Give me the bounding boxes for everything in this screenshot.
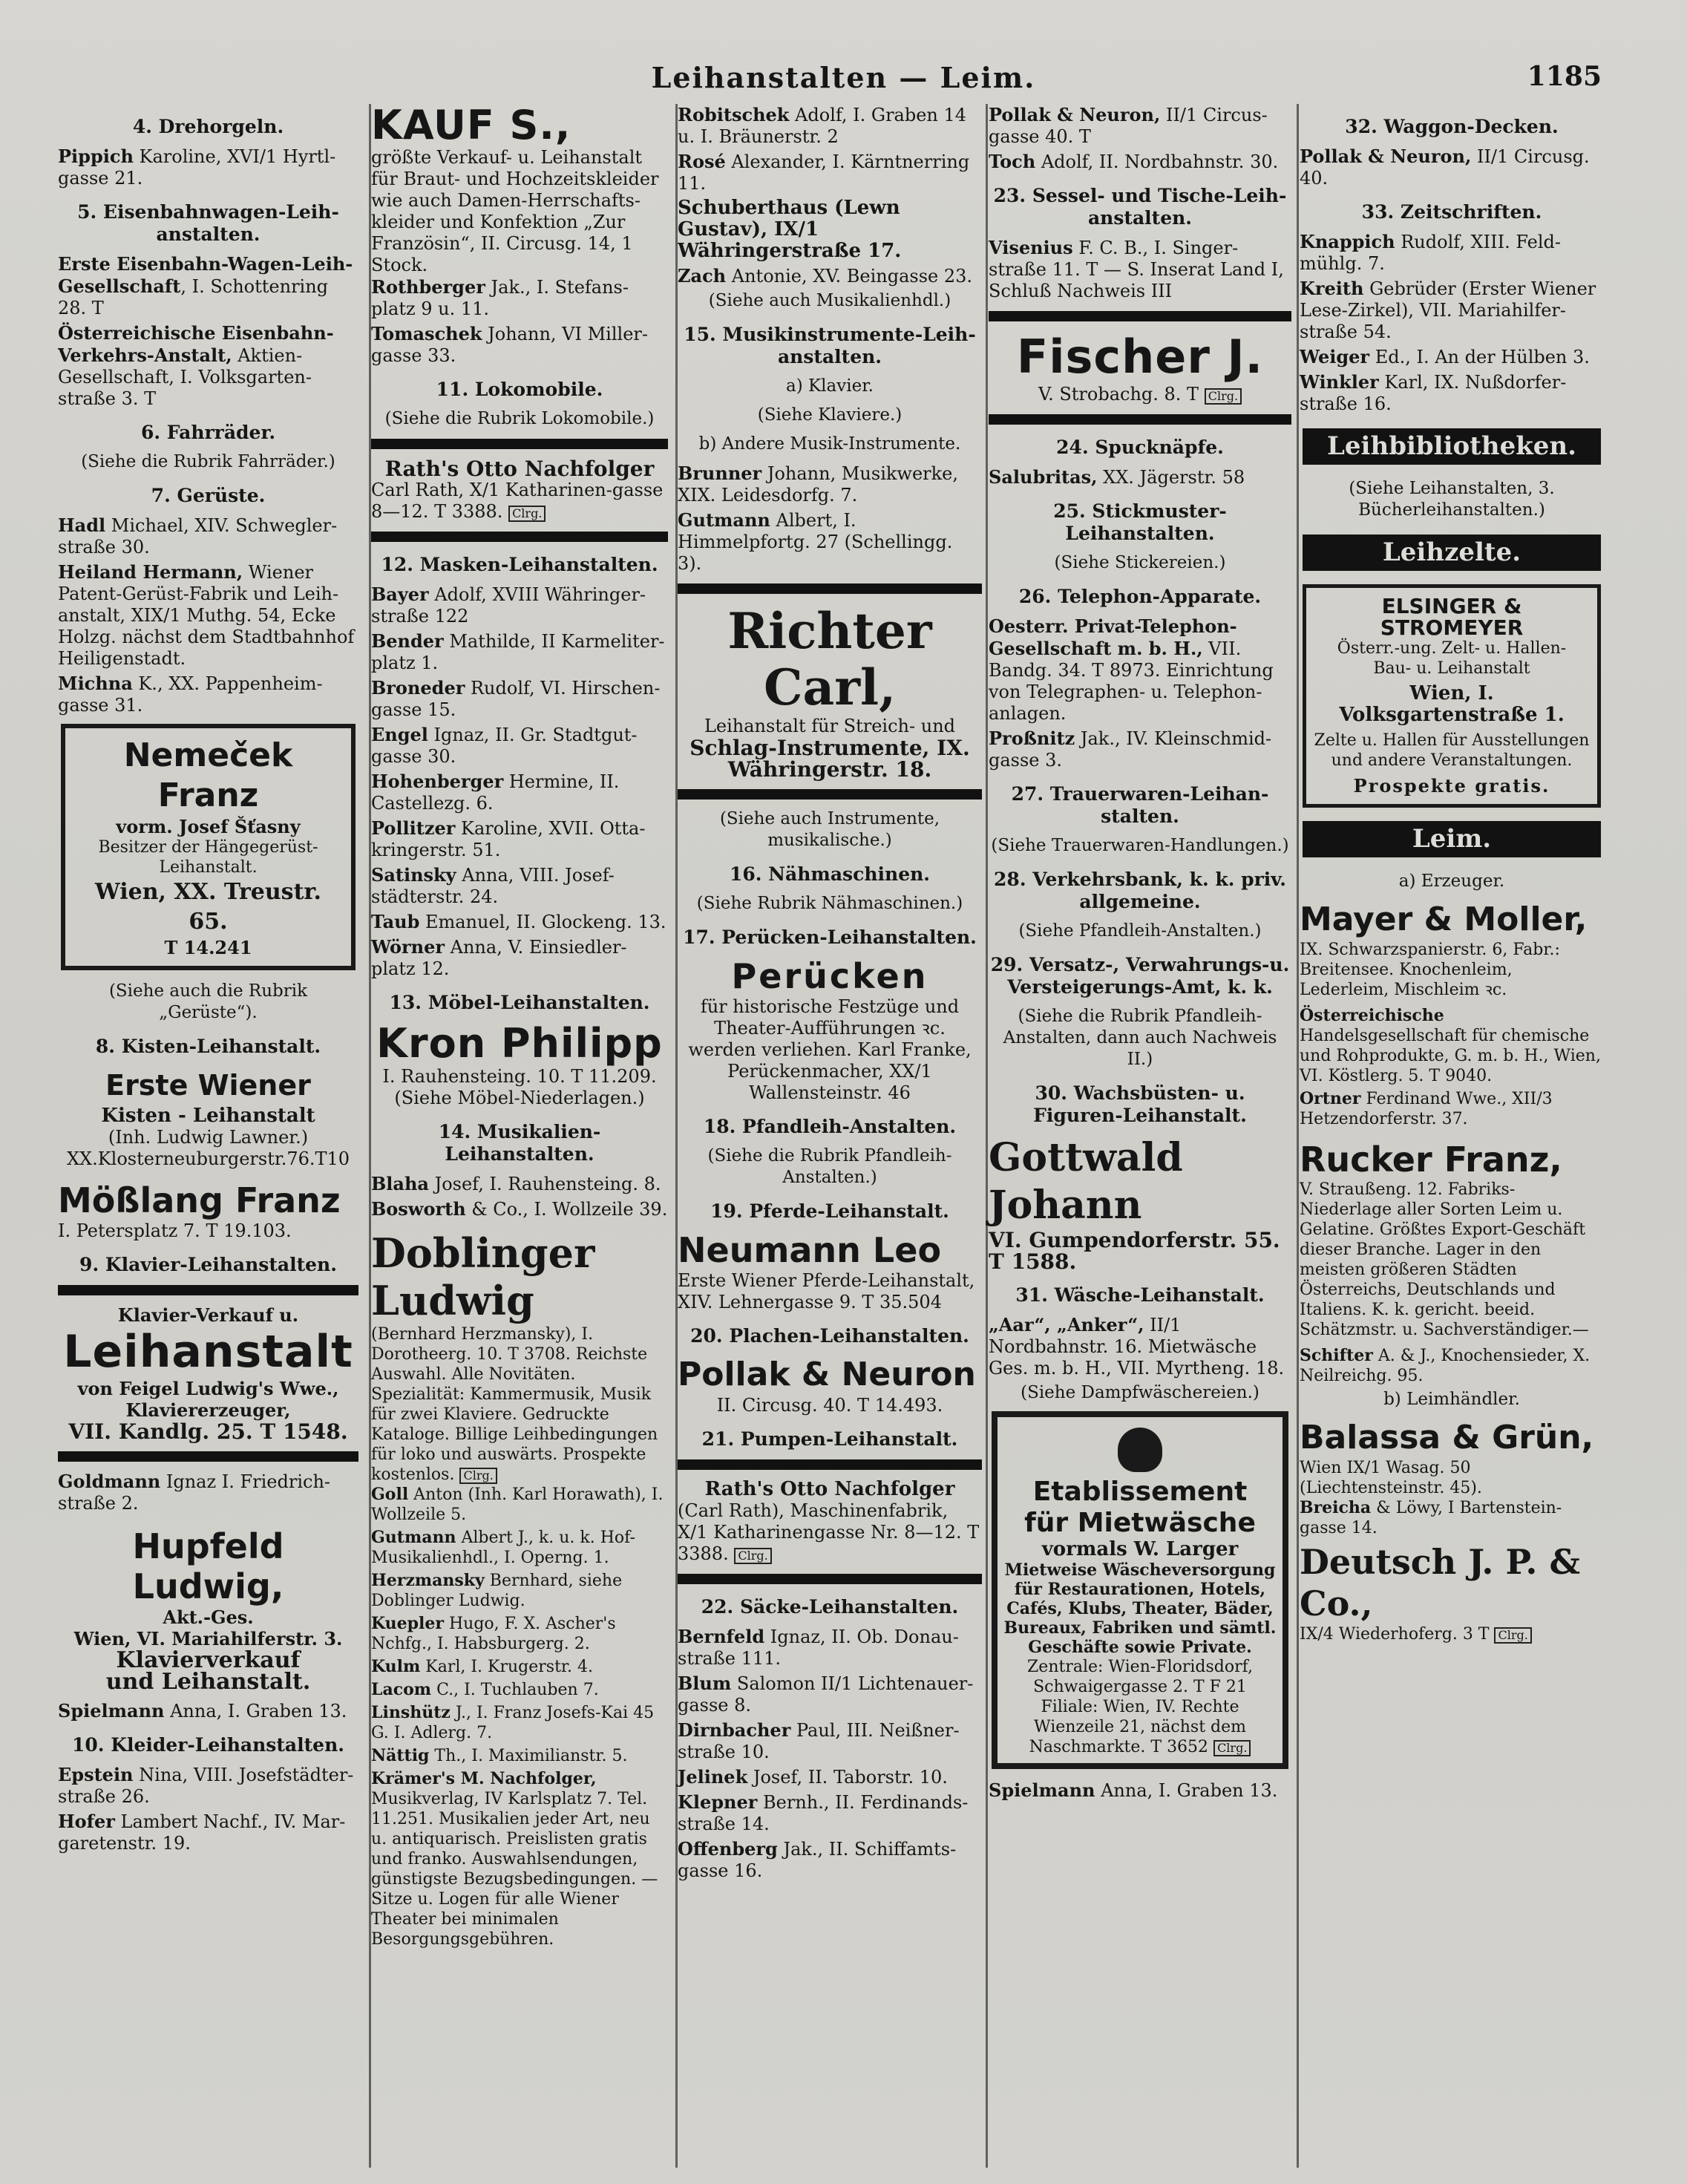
cross-reference: (Siehe Klaviere.) (757, 405, 903, 425)
advertisement-moesslang: Mößlang Franz I. Petersplatz 7. T 19.103. (58, 1180, 341, 1241)
list-item: Nättig Th., I. Maximilianstr. 5. (371, 1746, 628, 1765)
advertisement-larger: Etablissement für Mietwäsche vormals W. Larger Mietweise Wäscheversorgung für Restaurationen, Hotels, Cafés, Klubs, Theater, Bäder, Bureaux, Fabriken und sämtl. Geschäfte sowie Private. Zentrale: Wien-Floridsdorf, Schwaigergasse 2. T F 21 Filiale: Wien, IV. Rechte Wienzeile 21, nächst dem Naschmarkte. T 3652 Clrg. (992, 1411, 1288, 1769)
section-heading: 11. Lokomobile. (436, 379, 603, 400)
advertisement-hupfeld: Hupfeld Ludwig, Akt.-Ges. Wien, VI. Mariahilferstr. 3. Klavierverkauf und Leihanstalt. (73, 1526, 343, 1695)
subsection-heading: a) Erzeuger. (1398, 872, 1505, 891)
section-heading: 29. Versatz-, Verwahrungs-u. Versteigerungs-Amt, k. k. (990, 954, 1290, 998)
advertisement-fischer: Fischer J. V. Strobachg. 8. T Clrg. (1016, 330, 1264, 405)
section-heading: 16. Nähmaschinen. (729, 863, 930, 885)
advertisement-rath-2: Rath's Otto Nachfolger (Carl Rath), Maschinenfabrik, X/1 Katharinengasse Nr. 8—12. T 3388. Clrg. (678, 1478, 980, 1564)
list-item: Offenberg Jak., II. Schiffamts-gasse 16. (678, 1838, 957, 1881)
list-item: Schuberthaus (Lewn Gustav), IX/1 Währingerstraße 17. (678, 197, 902, 262)
page-number: 1185 (1527, 61, 1602, 92)
section-heading: 19. Pferde-Leihanstalt. (710, 1200, 949, 1222)
cross-reference: (Siehe die Rubrik Pfandleih-Anstalten, dann auch Nachweis II.) (1003, 1007, 1277, 1069)
list-item: Spielmann Anna, I. Graben 13. (989, 1779, 1278, 1801)
section-heading: 28. Verkehrsbank, k. k. priv. allgemeine. (994, 869, 1286, 912)
advertisement-peruecken: Perücken für historische Festzüge und Theater-Aufführungen ꝛc. werden verliehen. Karl Franke, Perückenmacher, XX/1 Wallensteinstr. 46 (688, 956, 972, 1103)
list-item: Tomaschek Johann, VI Miller-gasse 33. (371, 323, 648, 366)
section-heading: 25. Stickmuster-Leihanstalten. (1053, 500, 1227, 544)
list-item: Toch Adolf, II. Nordbahnstr. 30. (989, 151, 1279, 172)
list-item: Broneder Rudolf, VI. Hirschen-gasse 15. (371, 677, 661, 720)
list-item: Ortner Ferdinand Wwe., XII/3 Hetzendorferstr. 37. (1300, 1089, 1553, 1128)
section-heading: 22. Säcke-Leihanstalten. (701, 1596, 959, 1618)
clearing-badge: Clrg. (1205, 388, 1242, 405)
list-item: Hadl Michael, XIV. Schwegler-straße 30. (58, 514, 338, 558)
advertisement-richter: Richter Carl, Leihanstalt für Streich- und Schlag-Instrumente, IX. Währingerstr. 18. (689, 602, 970, 782)
clearing-badge: Clrg. (1213, 1740, 1251, 1756)
page-header (0, 61, 1687, 105)
list-item: Weiger Ed., I. An der Hülben 3. (1300, 346, 1590, 367)
list-item: Hohenberger Hermine, II. Castellezg. 6. (371, 771, 620, 814)
list-item: Pippich Karoline, XVI/1 Hyrtl-gasse 21. (58, 146, 336, 189)
section-heading: 33. Zeitschriften. (1361, 201, 1542, 223)
list-item: Jelinek Josef, II. Taborstr. 10. (678, 1766, 948, 1788)
cross-reference: (Siehe Leihanstalten, 3. Bücherleihanstalten.) (1349, 479, 1555, 520)
subsection-heading: a) Klavier. (786, 376, 874, 396)
section-heading: 8. Kisten-Leihanstalt. (95, 1036, 321, 1057)
rule (989, 414, 1291, 425)
list-item: Wörner Anna, V. Einsiedler-platz 12. (371, 936, 627, 979)
column-1 (58, 104, 358, 1857)
clearing-badge: Clrg. (1494, 1627, 1531, 1644)
list-item: Pollitzer Karoline, XVII. Otta-kringerstr. 51. (371, 817, 646, 860)
column-divider (986, 104, 988, 2168)
section-heading: 12. Masken-Leihanstalten. (381, 554, 658, 575)
category-banner: Leihzelte. (1303, 534, 1601, 571)
list-item: Robitschek Adolf, I. Graben 14 u. I. Bräunerstr. 2 (678, 104, 967, 147)
section-heading: 7. Gerüste. (151, 485, 266, 506)
cross-reference: (Siehe auch die Rubrik „Gerüste“). (108, 981, 308, 1022)
cross-reference: (Siehe Dampfwäschereien.) (1021, 1383, 1259, 1402)
list-item: „Aar“, „Anker“, II/1 Nordbahnstr. 16. Mietwäsche Ges. m. b. H., VII. Myrtheng. 18. (989, 1314, 1285, 1379)
category-banner: Leim. (1303, 821, 1601, 857)
clearing-badge: Clrg. (459, 1468, 497, 1484)
list-item: Epstein Nina, VIII. Josefstädter-straße 26. (58, 1764, 354, 1807)
clearing-badge: Clrg. (508, 506, 546, 522)
section-heading: 32. Waggon-Decken. (1345, 116, 1559, 137)
list-item: Bosworth & Co., I. Wollzeile 39. (371, 1198, 668, 1220)
cross-reference: (Siehe auch Instrumente, musikalische.) (719, 809, 940, 850)
section-heading: 13. Möbel-Leihanstalten. (389, 992, 650, 1013)
cross-reference: (Siehe die Rubrik Fahrräder.) (81, 452, 335, 471)
list-item: Blum Salomon II/1 Lichtenauer-gasse 8. (678, 1673, 974, 1716)
list-item: Knappich Rudolf, XIII. Feld-mühlg. 7. (1300, 231, 1562, 274)
list-item: Herzmansky Bernhard, siehe Doblinger Ludwig. (371, 1571, 623, 1610)
advertisement-kron: Kron Philipp I. Rauhensteing. 10. T 11.209. (Siehe Möbel-Niederlagen.) (376, 1020, 663, 1108)
rule (58, 1285, 358, 1295)
list-item: Schifter A. & J., Knochensieder, X. Neilreichg. 95. (1300, 1346, 1591, 1385)
list-item: Taub Emanuel, II. Glockeng. 13. (371, 911, 666, 932)
cross-reference: (Siehe Rubrik Nähmaschinen.) (696, 894, 963, 913)
list-item: Gutmann Albert J., k. u. k. Hof-Musikalienhdl., I. Operng. 1. (371, 1528, 635, 1567)
section-heading: 20. Plachen-Leihanstalten. (690, 1325, 969, 1347)
list-item: Oesterr. Privat-Telephon-Gesellschaft m. b. H., VII. Bandg. 34. T 8973. Einrichtung von Telegraphen- u. Telephon-anlagen. (989, 615, 1274, 724)
list-item: Goldmann Ignaz I. Friedrich-straße 2. (58, 1471, 331, 1514)
section-heading: 18. Pfandleih-Anstalten. (703, 1116, 957, 1137)
list-item: Visenius F. C. B., I. Singer-straße 11. T — S. Inserat Land I, Schluß Nachweis III (989, 237, 1284, 301)
list-item: Kreith Gebrüder (Erster Wiener Lese-Zirkel), VII. Mariahilfer-straße 54. (1300, 278, 1596, 342)
rule (989, 311, 1291, 321)
section-heading: 23. Sessel- und Tische-Leih-anstalten. (993, 185, 1287, 229)
column-2 (371, 104, 668, 1952)
list-item: Erste Eisenbahn-Wagen-Leih-Gesellschaft, I. Schottenring 28. T (58, 253, 353, 318)
clearing-badge: Clrg. (734, 1548, 771, 1564)
list-item: Engel Ignaz, II. Gr. Stadtgut-gasse 30. (371, 724, 638, 767)
column-divider (1297, 104, 1299, 2168)
section-heading: 9. Klavier-Leihanstalten. (79, 1254, 337, 1275)
rule (371, 439, 668, 449)
list-item: Spielmann Anna, I. Graben 13. (58, 1700, 347, 1722)
section-heading: 5. Eisenbahnwagen-Leih-anstalten. (77, 201, 339, 245)
section-heading: 14. Musikalien-Leihanstalten. (438, 1121, 601, 1165)
section-heading: 6. Fahrräder. (140, 422, 276, 443)
cross-reference: (Siehe auch Musikalienhdl.) (708, 291, 951, 310)
advertisement-rath: Rath's Otto Nachfolger Carl Rath, X/1 Katharinen-gasse 8—12. T 3388. Clrg. (371, 457, 664, 522)
list-item: Pollak & Neuron, II/1 Circusg. 40. (1300, 146, 1590, 189)
section-heading: 21. Pumpen-Leihanstalt. (701, 1428, 958, 1450)
cross-reference: (Siehe Trauerwaren-Handlungen.) (991, 836, 1289, 855)
list-item: Rothberger Jak., I. Stefans-platz 9 u. 11. (371, 276, 629, 319)
list-item: Bender Mathilde, II Karmeliter-platz 1. (371, 630, 665, 673)
list-item: Winkler Karl, IX. Nußdorfer-straße 16. (1300, 371, 1567, 414)
cross-reference: (Siehe Pfandleih-Anstalten.) (1018, 921, 1262, 941)
advertisement-pollak: Pollak & Neuron II. Circusg. 40. T 14.493. (678, 1356, 976, 1416)
section-heading: 15. Musikinstrumente-Leih-anstalten. (684, 324, 976, 367)
rule (678, 583, 982, 594)
advertisement-rucker: Rucker Franz, V. Straußeng. 12. Fabriks-Niederlage aller Sorten Leim u. Gelatine. Größtes Export-Geschäft dieser Branche. Lager in den meisten größeren Städten Österreichs, Deutschlands und Italiens. K. k. gericht. beeid. Schätzmstr. u. Sachverständiger.— (1300, 1140, 1589, 1339)
section-heading: 26. Telephon-Apparate. (1018, 586, 1262, 607)
advertisement-doblinger: Doblinger Ludwig (Bernhard Herzmansky), I. Dorotheerg. 10. T 3708. Reichste Auswahl. Alle Novitäten. Spezialität: Kammermusik, Musik für zwei Klaviere. Gedruckte Kataloge. Billige Leihbedingungen für loko und auswärts. Prospekte kostenlos. Clrg. (371, 1229, 658, 1484)
list-item: Salubritas, XX. Jägerstr. 58 (989, 466, 1245, 488)
advertisement-deutsch: Deutsch J. P. & Co., IX/4 Wiederhoferg. 3 T Clrg. (1300, 1542, 1580, 1644)
column-5 (1300, 104, 1604, 1644)
advertisement-elsinger: ELSINGER & STROMEYER Österr.-ung. Zelt- u. Hallen- Bau- u. Leihanstalt Wien, I. Volksgartenstraße 1. Zelte u. Hallen für Ausstellungen und andere Veranstaltungen. Prospekte gratis. (1303, 584, 1601, 808)
advertisement-balassa: Balassa & Grün, Wien IX/1 Wasag. 50 (Liechtensteinstr. 45). (1300, 1419, 1594, 1497)
section-heading: 10. Kleider-Leihanstalten. (72, 1734, 344, 1756)
advertisement-neumann: Neumann Leo Erste Wiener Pferde-Leihanstalt, XIV. Lehnergasse 9. T 35.504 (678, 1230, 975, 1312)
column-4 (989, 104, 1291, 1805)
rule (58, 1451, 358, 1462)
list-item: Klepner Bernh., II. Ferdinands-straße 14. (678, 1791, 969, 1834)
list-item: Österreichische Handelsgesellschaft für chemische und Rohprodukte, G. m. b. H., Wien, VI. Köstlerg. 5. T 9040. (1300, 1006, 1601, 1085)
section-heading: 27. Trauerwaren-Leihan-stalten. (1011, 783, 1269, 827)
list-item: Proßnitz Jak., IV. Kleinschmid-gasse 3. (989, 728, 1272, 771)
rule (371, 532, 668, 542)
list-item: Krämer's M. Nachfolger, Musikverlag, IV Karlsplatz 7. Tel. 11.251. Musikalien jeder Art, neu u. antiquarisch. Preislisten gratis und franko. Auswahlsendungen, günstigste Bezugsbedingungen. — Sitze u. Logen für alle Wiener Theater bei minimalen Besorgungsgebühren. (371, 1769, 658, 1949)
list-item: Zach Antonie, XV. Beingasse 23. (678, 265, 973, 287)
column-3 (678, 104, 982, 1885)
eagle-crest-icon (1118, 1428, 1162, 1472)
list-item: Brunner Johann, Musikwerke, XIX. Leidesdorfg. 7. (678, 462, 958, 506)
list-item: Gutmann Albert, I. Himmelpfortg. 27 (Schellingg. 3). (678, 509, 953, 574)
subsection-heading: b) Andere Musik-Instrumente. (698, 434, 961, 454)
list-item: Heiland Hermann, Wiener Patent-Gerüst-Fabrik und Leih-anstalt, XIX/1 Muthg. 54, Ecke Holzg. nächst dem Stadtbahnhof Heiligenstadt. (58, 561, 355, 669)
advertisement-mayer: Mayer & Moller, IX. Schwarzspanierstr. 6, Fabr.: Breitensee. Knochenleim, Lederleim, Mischleim ꝛc. (1300, 900, 1588, 999)
section-heading: 30. Wachsbüsten- u. Figuren-Leihanstalt. (1033, 1082, 1247, 1126)
list-item: Dirnbacher Paul, III. Neißner-straße 10. (678, 1719, 960, 1762)
advertisement-kisten: Erste Wiener Kisten - Leihanstalt (Inh. Ludwig Lawner.) XX.Klosterneuburgerstr.76.T10 (66, 1069, 350, 1169)
list-item: Blaha Josef, I. Rauhensteing. 8. (371, 1173, 661, 1194)
cross-reference: (Siehe die Rubrik Pfandleih-Anstalten.) (707, 1146, 952, 1187)
advertisement-kauf: KAUF S., größte Verkauf- u. Leihanstalt für Braut- und Hochzeitskleider wie auch Damen-Herrschafts-kleider und Konfektion „Zur Französin“, II. Circusg. 14, 1 Stock. (371, 102, 659, 275)
advertisement-nemecek: Nemeček Franz vorm. Josef Šťasny Besitzer der Hängegerüst-Leihanstalt. Wien, XX. Treustr. 65. T 14.241 (61, 724, 356, 970)
list-item: Goll Anton (Inh. Karl Horawath), I. Wollzeile 5. (371, 1485, 664, 1524)
rule (678, 789, 982, 800)
rule (678, 1574, 982, 1584)
category-banner: Leihbibliotheken. (1303, 428, 1601, 465)
section-heading: 4. Drehorgeln. (132, 116, 284, 137)
advertisement-gottwald: Gottwald Johann VI. Gumpendorferstr. 55. T 1588. (989, 1135, 1280, 1274)
advertisement-feigel: Klavier-Verkauf u. Leihanstalt von Feigel Ludwig's Wwe., Klaviererzeuger, VII. Kandlg. 25. T 1548. (63, 1304, 353, 1444)
list-item: Bernfeld Ignaz, II. Ob. Donau-straße 111. (678, 1626, 959, 1669)
page-title: Leihanstalten — Leim. (651, 61, 1036, 94)
list-item: Rosé Alexander, I. Kärntnerring 11. (678, 151, 970, 194)
list-item: Pollak & Neuron, II/1 Circus-gasse 40. T (989, 104, 1268, 147)
list-item: Lacom C., I. Tuchlauben 7. (371, 1680, 599, 1699)
section-heading: 17. Perücken-Leihanstalten. (683, 926, 977, 948)
section-heading: 24. Spucknäpfe. (1056, 437, 1224, 458)
section-heading: 31. Wäsche-Leihanstalt. (1015, 1284, 1265, 1306)
list-item: Breicha & Löwy, I Bartenstein-gasse 14. (1300, 1498, 1562, 1537)
list-item: Bayer Adolf, XVIII Währinger-straße 122 (371, 583, 646, 627)
rule (678, 1459, 982, 1470)
list-item: Satinsky Anna, VIII. Josef-städterstr. 24. (371, 864, 615, 907)
list-item: Hofer Lambert Nachf., IV. Mar-garetenstr. 19. (58, 1811, 346, 1854)
list-item: Michna K., XX. Pappenheim-gasse 31. (58, 673, 323, 716)
list-item: Kulm Karl, I. Krugerstr. 4. (371, 1657, 593, 1676)
list-item: Linshütz J., I. Franz Josefs-Kai 45 G. I. Adlerg. 7. (371, 1703, 655, 1742)
list-item: Kuepler Hugo, F. X. Ascher's Nchfg., I. Habsburgerg. 2. (371, 1614, 616, 1653)
list-item: Österreichische Eisenbahn-Verkehrs-Anstalt, Aktien-Gesellschaft, I. Volksgarten-straße 3. T (58, 322, 334, 409)
subsection-heading: b) Leimhändler. (1383, 1390, 1520, 1409)
cross-reference: (Siehe Stickereien.) (1054, 553, 1226, 572)
cross-reference: (Siehe die Rubrik Lokomobile.) (384, 409, 655, 428)
